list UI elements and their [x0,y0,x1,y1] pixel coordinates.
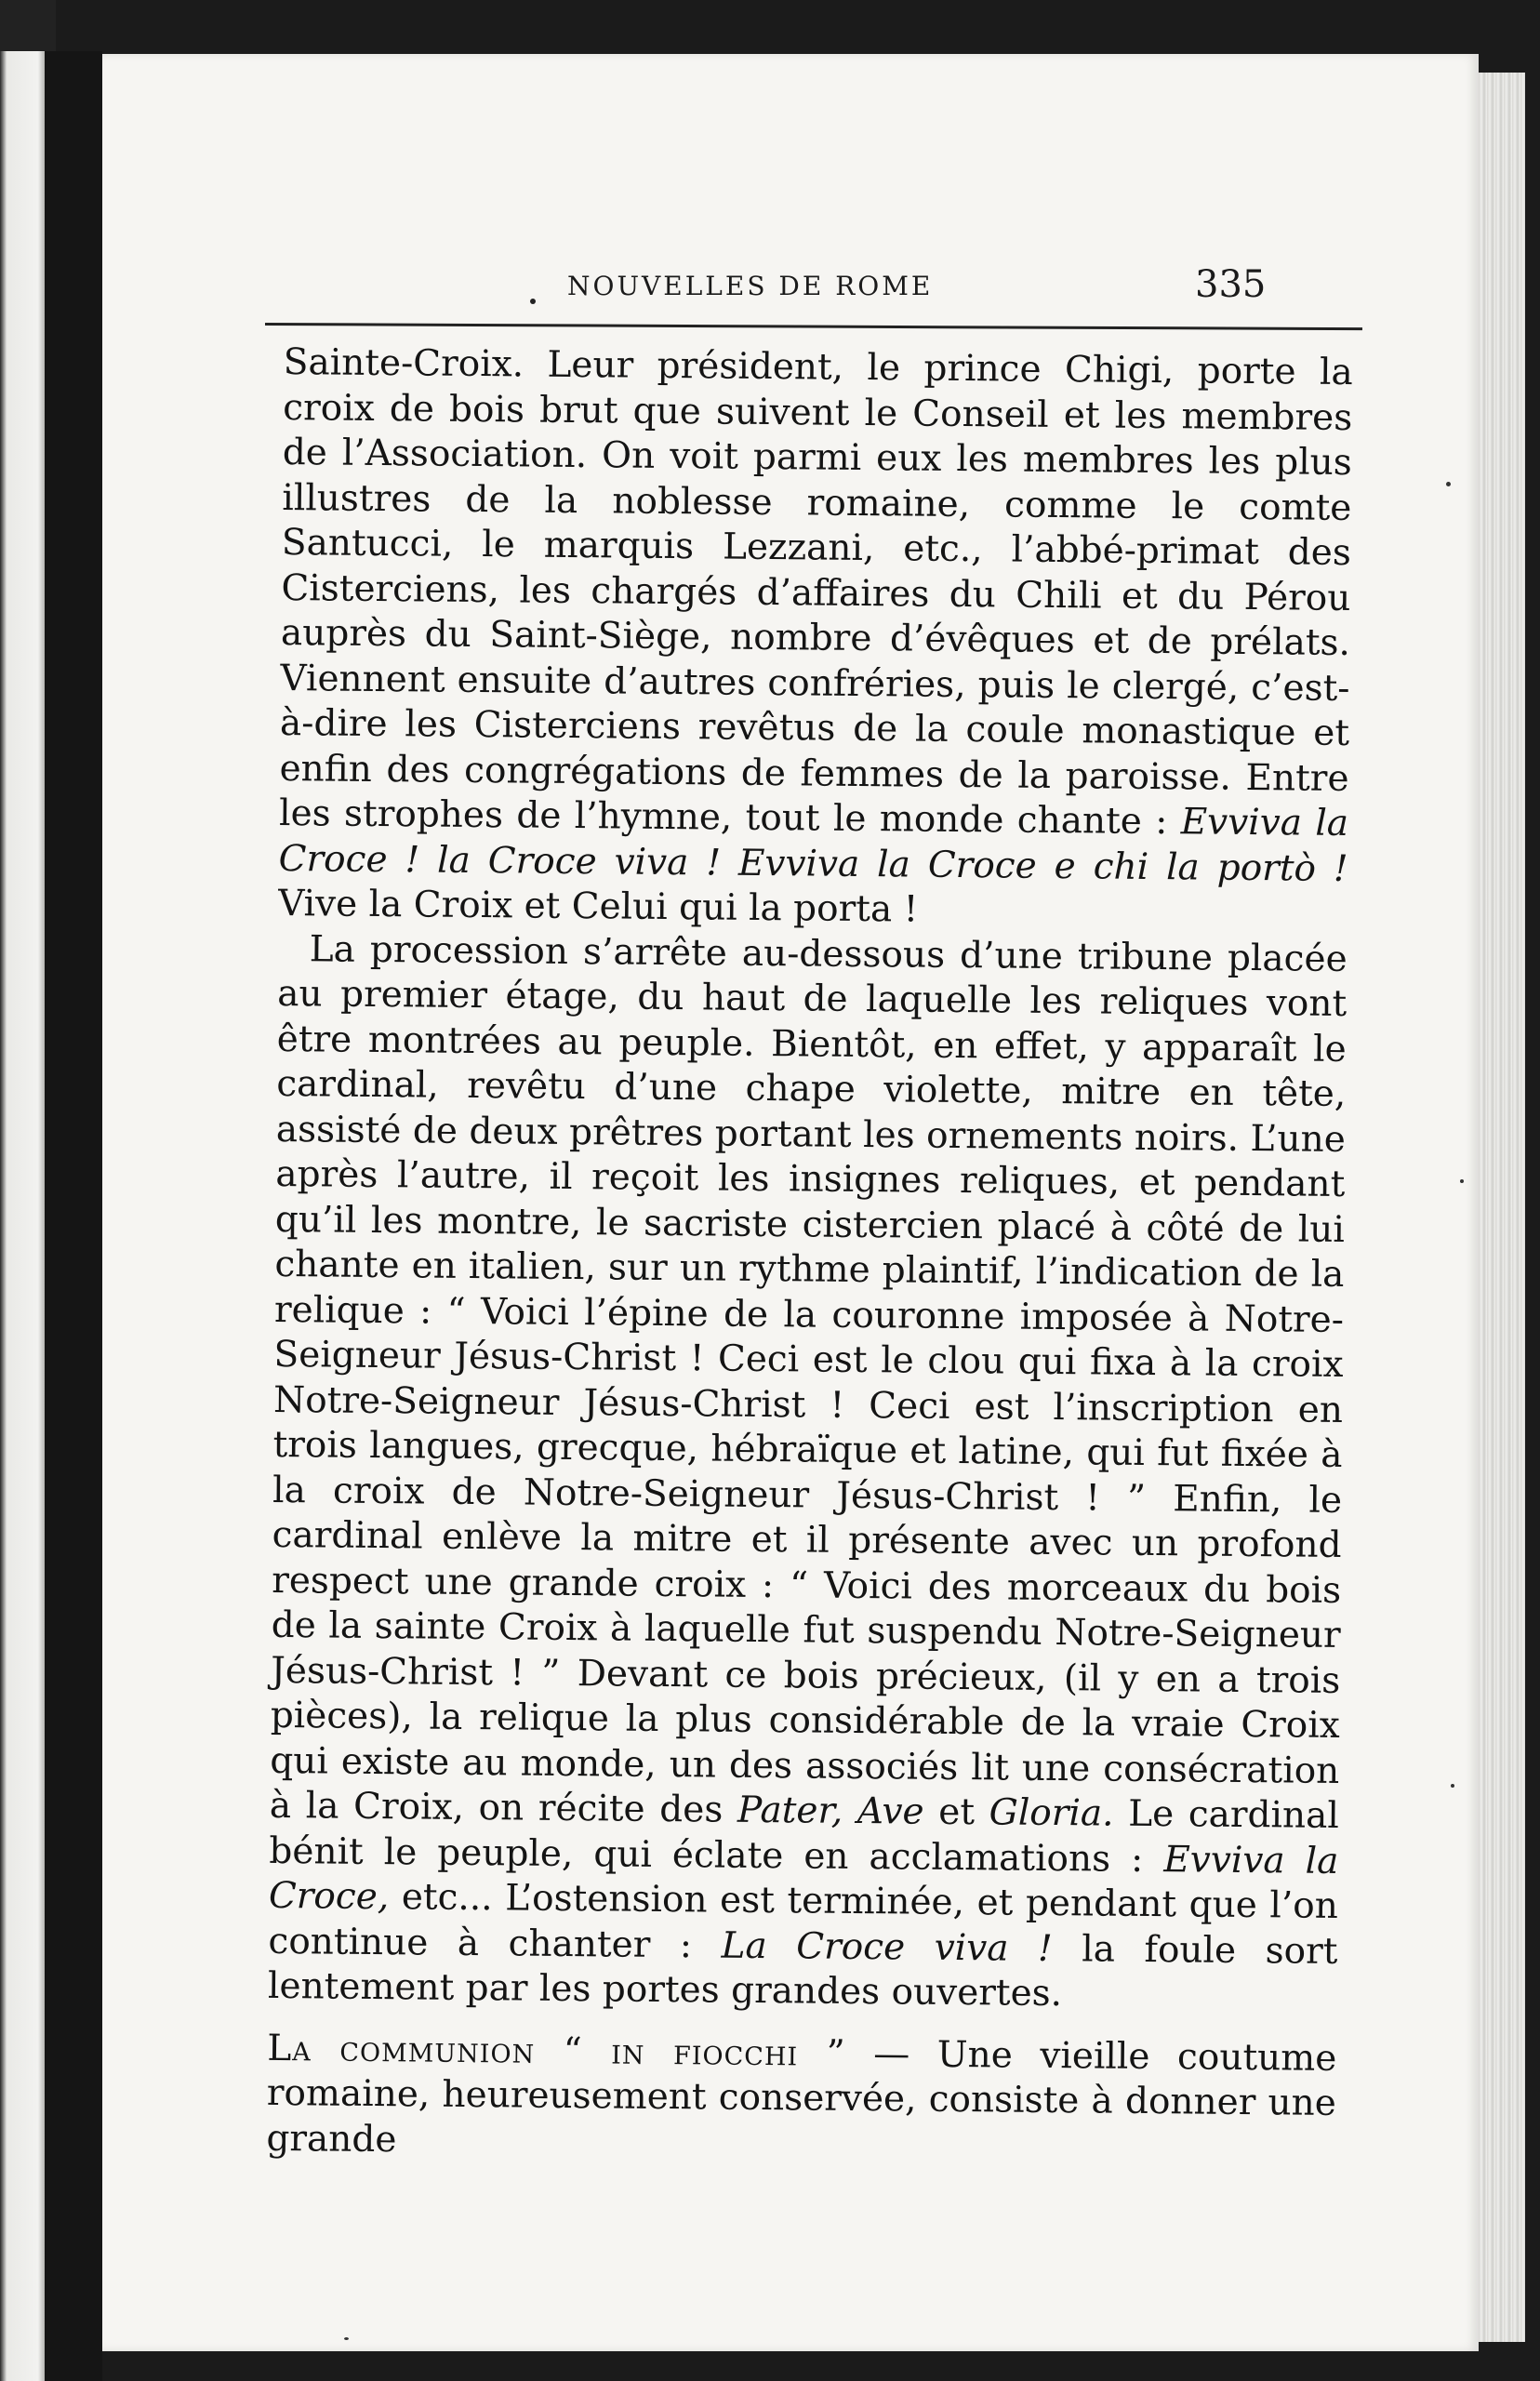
book-gutter [45,51,102,2381]
croce-viva-chant: La Croce viva ! [721,1924,1053,1970]
hymn-translation: Vive la Croix et Celui qui la porta ! [277,882,919,931]
scan-speck [1451,1784,1454,1788]
body-text [266,340,1353,2172]
section-text: Une vieille coutume romaine, heureusement conservée, consiste à donner une grande [266,2033,1337,2161]
hymn-refrain: Evviva la Croce ! la Croce viva ! Evviva la Croce e chi la portò ! [278,801,1349,890]
ink-dot [530,299,536,304]
paragraph-continued [278,340,1353,938]
pater-word: Pater, [737,1789,843,1832]
gloria-word: Gloria. [989,1791,1114,1835]
scan-speck [1460,1179,1464,1183]
ave-word: Ave [856,1789,924,1833]
paragraph-2-text-d: la foule sort lentement par les portes grandes ouvertes. [267,1927,1338,2015]
section-communion [266,2026,1336,2172]
running-head-title: NOUVELLES DE ROME [567,271,934,301]
scan-speck [344,2337,349,2340]
page-stack-edge [1479,73,1525,2342]
section-heading: La communion “ in fiocchi ” [267,2027,846,2075]
header-rule [265,323,1362,330]
paragraph-procession [268,926,1348,2019]
evviva-acclamation: Evviva la Croce, [268,1838,1339,1919]
page-number: 335 [1195,263,1267,306]
book-page [102,54,1479,2351]
et-word: et [938,1790,976,1834]
scan-speck [1446,482,1451,486]
paragraph-2-text-a: La procession s’arrête au-dessous d’une tribune placée au premier étage, du haut de laquelle les reliques vont être montrées au peuple. Bientôt, en effet, y apparaît le cardinal, revêtu d’une chape violette, mitre en tête, assisté de deux prêtres portant les ornements noirs. L’une après l’autre, il reçoit les insignes reliques, et pendant qu’il les montre, le sacriste cistercien placé à côté de lui chante en italien, sur un rythme plaintif, l’indication de la relique : “ Voici l’épine de la couronne imposée à Notre-Seigneur Jésus-Christ ! Ceci est le clou qui fixa à la croix Notre-Seigneur Jésus-Christ ! Ceci est l’inscription en trois langues, grecque, hébraïque et latine, qui fut fixée à la croix de Notre-Seigneur Jésus-Christ ! ” Enfin, le cardinal enlève la mitre et il présente avec un profond respect une grande croix : “ Voici des morceaux du bois de la sainte Croix à laquelle fut suspendu Notre-Seigneur Jésus-Christ ! ” Devant ce bois précieux, (il y en a trois pièces), la relique la plus considérable de la vraie Croix qui existe au monde, un des associés lit une consécration à la Croix, on récite des [269,927,1348,1831]
paragraph-2-text-c: etc... L’ostension est terminée, et pendant que l’on continue à chanter : [268,1876,1339,1966]
section-dash: — [872,2032,910,2076]
paragraph-2-text-b: Le cardinal bénit le peuple, qui éclate en acclamations : [269,1792,1340,1881]
paragraph-1-text: Sainte-Croix. Leur président, le prince Chigi, porte la croix de bois brut que suivent le Conseil et les membres de l’Association. On voit parmi eux les membres les plus illustres de la noblesse romaine, comme le comte Santucci, le marquis Lezzani, etc., l’abbé-primat des Cisterciens, les chargés d’affaires du Chili et du Pérou auprès du Saint-Siège, nombre d’évêques et de prélats. Viennent ensuite d’autres confréries, puis le clergé, c’est-à-dire les Cisterciens revêtus de la coule monastique et enfin des congrégations de femmes de la paroisse. Entre les strophes de l’hymne, tout le monde chante : [278,340,1353,844]
running-head [102,226,1479,310]
previous-page-edge [0,51,45,2381]
